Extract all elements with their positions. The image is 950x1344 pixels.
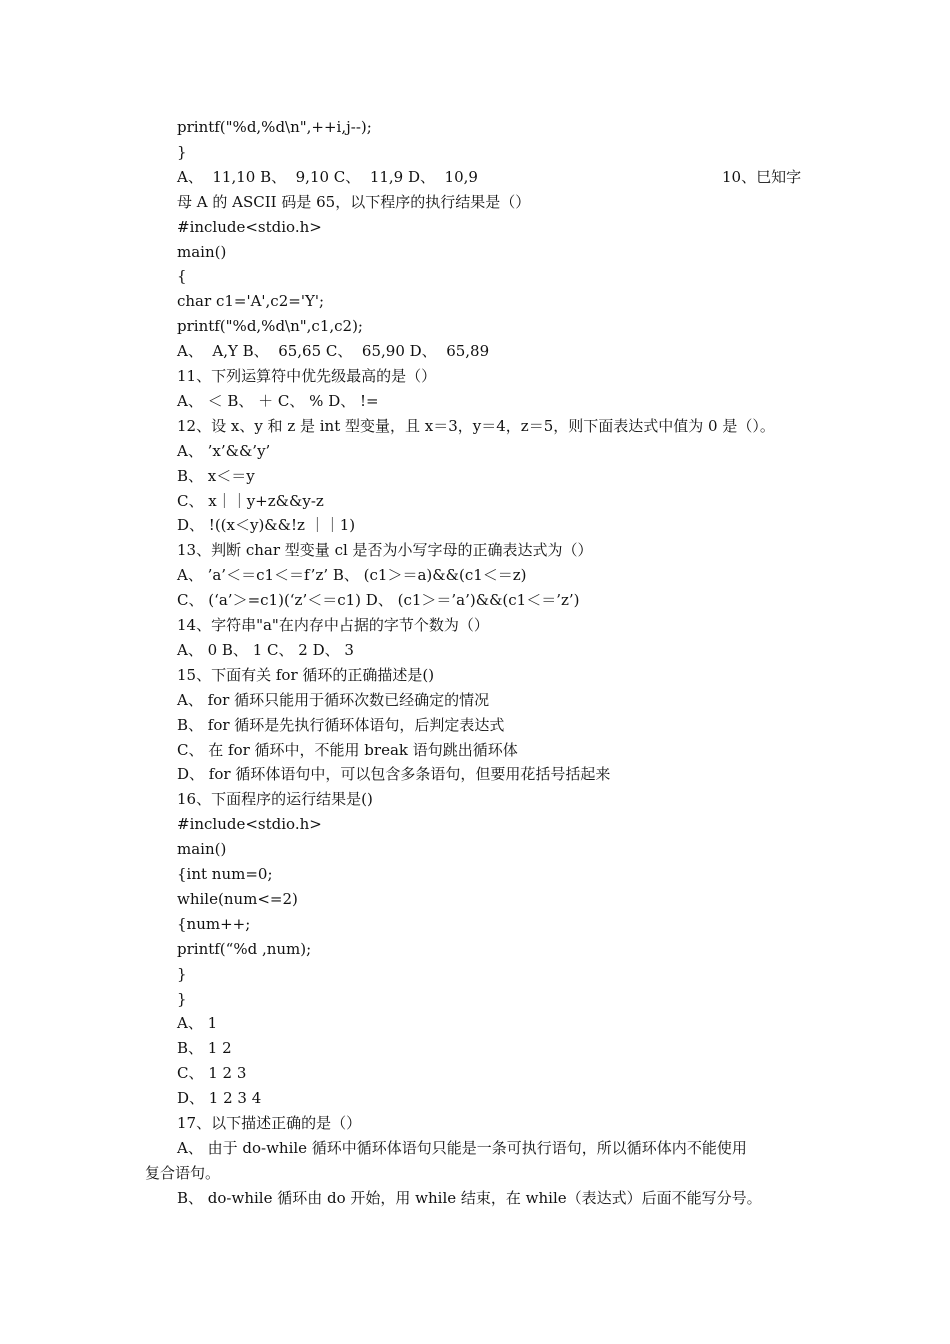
document-line: char c1='A',c2='Y';	[177, 292, 325, 311]
document-line: }	[177, 989, 187, 1008]
document-line: 12、设 x、y 和 z 是 int 型变量，且 x＝3，y＝4，z＝5，则下面表达式中值为 0 是（）。	[177, 416, 775, 435]
question-10-stem-start: 10、巳知字	[722, 167, 802, 186]
document-line: #include<stdio.h>	[177, 217, 322, 236]
document-line: B、 x＜＝y	[177, 466, 255, 485]
document-line: printf("%d,%d\n",c1,c2);	[177, 317, 363, 336]
document-line: 11、下列运算符中优先级最高的是（）	[177, 367, 437, 385]
document-line: A、 ’x’&&’y’	[177, 441, 271, 460]
document-line: main()	[177, 242, 227, 261]
document-line: {	[177, 267, 187, 286]
document-line: }	[177, 142, 187, 161]
document-line: A、 for 循环只能用于循环次数已经确定的情况	[177, 690, 490, 709]
document-line: }	[177, 964, 187, 983]
document-line: A、 1	[177, 1014, 218, 1033]
document-line: A、 ＜ B、 ＋ C、 % D、 !=	[177, 391, 379, 410]
document-line: A、 ’a’＜＝c1＜＝f’z’ B、 (c1＞＝a)&&(c1＜＝z)	[177, 566, 527, 585]
document-line: {int num=0;	[177, 865, 273, 883]
document-line: D、 1 2 3 4	[177, 1089, 262, 1108]
document-line: #include<stdio.h>	[177, 815, 322, 834]
document-line: 母 A 的 ASCII 码是 65，以下程序的执行结果是（）	[177, 192, 531, 211]
document-line: C、 在 for 循环中，不能用 break 语句跳出循环体	[177, 740, 518, 759]
document-line: A、 0 B、 1 C、 2 D、 3	[177, 640, 354, 659]
document-line: D、 !((x＜y)&&!z ｜｜1)	[177, 516, 356, 535]
document-line: C、 1 2 3	[177, 1064, 247, 1083]
document-line: 17、以下描述正确的是（）	[177, 1114, 362, 1132]
document-line: 15、下面有关 for 循环的正确描述是()	[177, 665, 435, 684]
document-line: B、 1 2	[177, 1039, 232, 1058]
document-line: A、 11,10 B、 9,10 C、 11,9 D、 10,9 10、巳知字	[177, 165, 817, 190]
document-line: 复合语句。	[145, 1163, 221, 1182]
document-line: B、 for 循环是先执行循环体语句，后判定表达式	[177, 715, 505, 734]
document-line: C、 (‘a’＞=c1)(‘z’＜＝c1) D、 (c1＞＝’a’)&&(c1＜＝’z’)	[177, 591, 580, 610]
document-line: C、 x｜｜y+z&&y-z	[177, 491, 324, 510]
document-line: D、 for 循环体语句中，可以包含多条语句，但要用花括号括起来	[177, 765, 611, 784]
document-line: A、 由于 do-while 循环中循环体语句只能是一条可执行语句，所以循环体内不能使用	[177, 1138, 747, 1157]
document-line: 13、判断 char 型变量 cl 是否为小写字母的正确表达式为（）	[177, 541, 593, 560]
document-line: while(num<=2)	[177, 889, 298, 908]
document-line: B、 do-while 循环由 do 开始，用 while 结束，在 while（表达式）后面不能写分号。	[177, 1188, 762, 1207]
document-line: printf(“%d ,num);	[177, 939, 312, 958]
document-line: 14、字符串"a"在内存中占据的字节个数为（）	[177, 616, 489, 634]
document-line: 16、下面程序的运行结果是()	[177, 790, 373, 809]
document-line: A、 A,Y B、 65,65 C、 65,90 D、 65,89	[177, 342, 490, 361]
document-line: {num++;	[177, 914, 251, 933]
document-line: main()	[177, 840, 227, 859]
document-line: printf("%d,%d\n",++i,j--);	[177, 118, 372, 136]
